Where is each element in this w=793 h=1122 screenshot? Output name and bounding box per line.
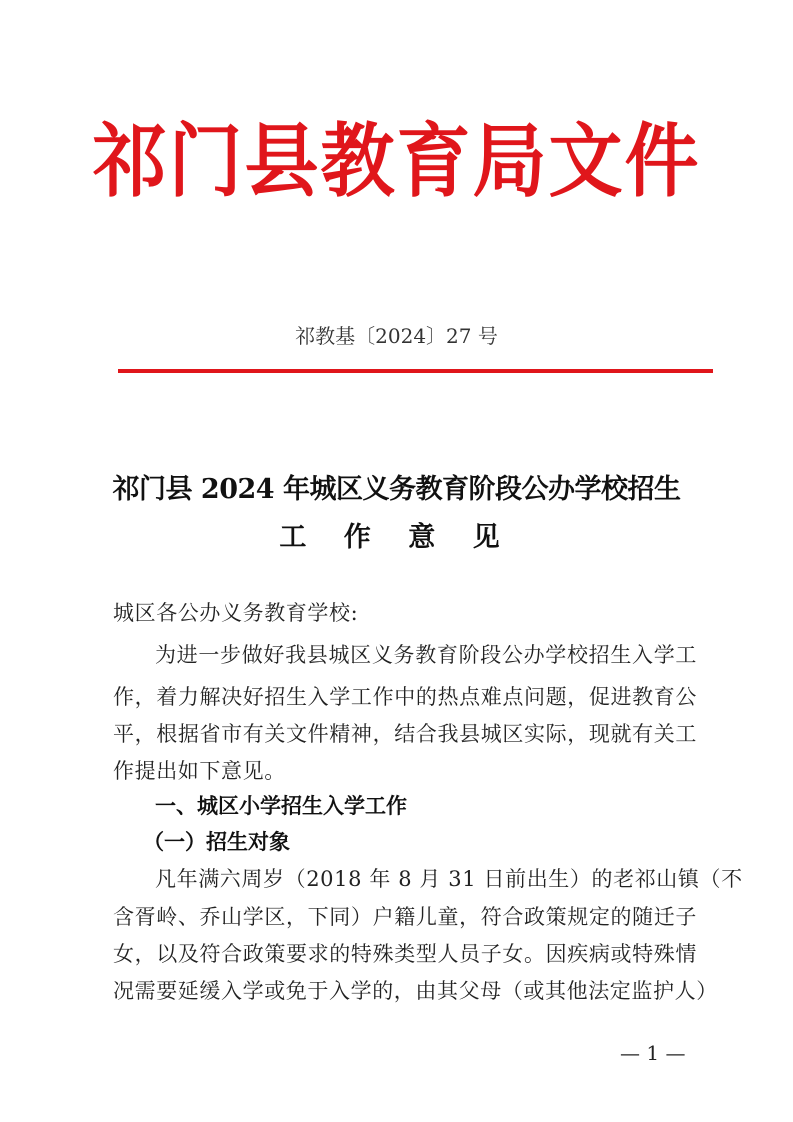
document-masthead: 祁门县教育局文件 [92,115,701,209]
intro-line: 作提出如下意见。 [113,759,286,783]
paragraph-line: 况需要延缓入学或免于入学的，由其父母（或其他法定监护人） [113,979,718,1003]
intro-line: 平，根据省市有关文件精神，结合我县城区实际，现就有关工 [113,722,697,746]
page-number: — 1 — [620,1041,686,1065]
paragraph-line: 含胥岭、乔山学区，下同）户籍儿童，符合政策规定的随迁子 [113,905,697,929]
intro-line: 作，着力解决好招生入学工作中的热点难点问题，促进教育公 [113,685,697,709]
red-divider-line [118,369,713,373]
intro-line: 为进一步做好我县城区义务教育阶段公办学校招生入学工 [155,643,697,667]
paragraph-line: 凡年满六周岁（2018 年 8 月 31 日前出生）的老祁山镇（不 [155,867,743,891]
document-number: 祁教基〔2024〕27 号 [295,324,498,348]
paragraph-line: 女，以及符合政策要求的特殊类型人员子女。因疾病或特殊情 [113,942,697,966]
section-heading: 一、城区小学招生入学工作 [155,794,407,818]
salutation: 城区各公办义务教育学校: [113,601,359,625]
document-title-line-1: 祁门县 2024 年城区义务教育阶段公办学校招生 [112,474,681,505]
document-title-line-2: 工 作 意 见 [279,522,514,553]
subsection-heading: （一）招生对象 [143,829,290,854]
